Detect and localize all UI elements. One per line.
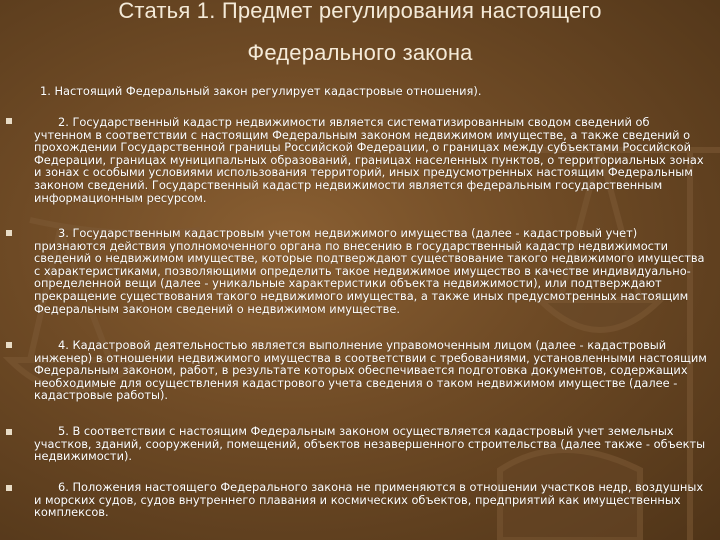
bullet-icon xyxy=(6,230,12,236)
slide-title-line-1: Статья 1. Предмет регулирования настоящего xyxy=(118,0,602,23)
bullet-icon xyxy=(6,342,12,348)
intro-paragraph: 1. Настоящий Федеральный закон регулирует кадастровые отношения). xyxy=(40,84,482,98)
paragraph-item-2: 2. Государственный кадастр недвижимости является систематизированным сводом сведений об учтенном в соответствии с настоящим Федеральным законом недвижимом имуществе, а также сведений о прохождении Государственной границы Российской Федерации, о границах между субъектами Российской Федерации, границах муниципальных образований, границах населенных пунктов, о территориальных зонах и зонах с особыми условиями использования территорий, иных предусмотренных настоящим Федеральным законом сведений. Государственный кадастр недвижимости является федеральным государственным информационным ресурсом. xyxy=(34,115,704,205)
bullet-icon xyxy=(6,429,12,435)
bullet-icon xyxy=(6,485,12,491)
bullet-icon xyxy=(6,118,12,124)
slide-title-line-2: Федерального закона xyxy=(247,40,473,65)
paragraph-item-6: 6. Положения настоящего Федерального закона не применяются в отношении участков недр, воздушных и морских судов, судов внутреннего плавания и космических объектов, предприятий как имущественных комплексов. xyxy=(34,480,704,520)
paragraph-item-5: 5. В соответствии с настоящим Федеральным законом осуществляется кадастровый учет земельных участков, зданий, сооружений, помещений, объектов незавершенного строительства (далее также - объекты недвижимости). xyxy=(34,424,706,464)
paragraph-item-3: 3. Государственным кадастровым учетом недвижимого имущества (далее - кадастровый учет) признаются действия уполномоченного органа по внесению в государственный кадастр недвижимости сведений о недвижимом имуществе, которые подтверждают существование такого недвижимого имущества с характеристиками, позволяющими определить такое недвижимое имущество в качестве индивидуально-определенной вещи (далее - уникальные характеристики объекта недвижимости), или подтверждают прекращение существования такого недвижимого имущества, а также иных предусмотренных настоящим Федеральным законом сведений о недвижимом имуществе. xyxy=(34,226,705,316)
paragraph-item-4: 4. Кадастровой деятельностью является выполнение управомоченным лицом (далее - кадастровый инженер) в отношении недвижимого имущества в соответствии с требованиями, установленными настоящим Федеральным законом, работ, в результате которых обеспечивается подготовка документов, содержащих необходимые для осуществления кадастрового учета сведения о таком недвижимом имуществе (далее - кадастровые работы). xyxy=(34,338,707,403)
